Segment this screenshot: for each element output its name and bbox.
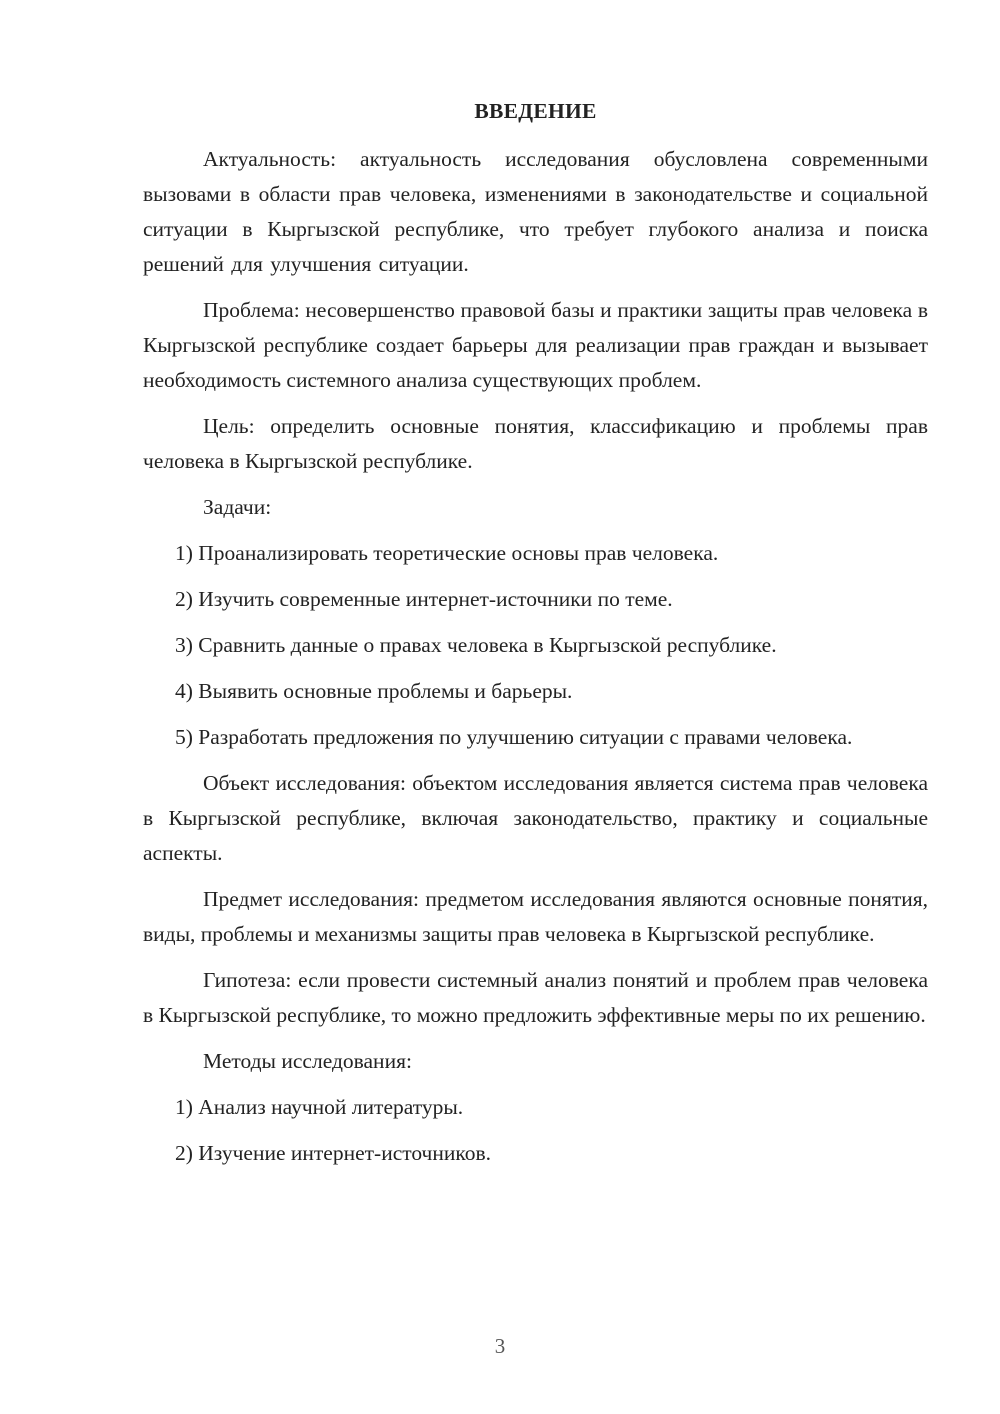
document-page: [143, 96, 928, 1182]
task-item-4: 4) Выявить основные проблемы и барьеры.: [175, 679, 573, 703]
hypothesis-paragraph: Гипотеза: если провести системный анализ понятий и проблем прав человека в Кыргызской республике, то можно предложить эффективные меры по их решению.: [143, 968, 928, 1027]
method-item-1: 1) Анализ научной литературы.: [175, 1095, 464, 1119]
page-number: 3: [494, 1334, 506, 1358]
task-item-2: 2) Изучить современные интернет-источники по теме.: [175, 587, 673, 611]
task-item-1: 1) Проанализировать теоретические основы прав человека.: [175, 541, 719, 565]
methods-heading: Методы исследования:: [203, 1049, 412, 1073]
task-item-3: 3) Сравнить данные о правах человека в Кыргызской республике.: [175, 633, 777, 657]
tasks-heading: Задачи:: [203, 495, 272, 519]
relevance-paragraph: Актуальность: актуальность исследования обусловлена современными вызовами в области прав человека, изменениями в законодательстве и социальной ситуации в Кыргызской республике, что требует глубокого анализа и поиска решений для улучшения ситуации.: [143, 147, 928, 276]
subject-paragraph: Предмет исследования: предметом исследования являются основные понятия, виды, проблемы и механизмы защиты прав человека в Кыргызской республике.: [143, 887, 928, 946]
section-title: ВВЕДЕНИЕ: [474, 99, 597, 123]
goal-paragraph: Цель: определить основные понятия, классификацию и проблемы прав человека в Кыргызской республике.: [143, 414, 928, 473]
object-paragraph: Объект исследования: объектом исследования является система прав человека в Кыргызской республике, включая законодательство, практику и социальные аспекты.: [143, 771, 928, 865]
method-item-2: 2) Изучение интернет-источников.: [175, 1141, 492, 1165]
problem-paragraph: Проблема: несовершенство правовой базы и практики защиты прав человека в Кыргызской республике создает барьеры для реализации прав граждан и вызывает необходимость системного анализа существующих проблем.: [143, 298, 928, 392]
task-item-5: 5) Разработать предложения по улучшению ситуации с правами человека.: [175, 725, 853, 749]
